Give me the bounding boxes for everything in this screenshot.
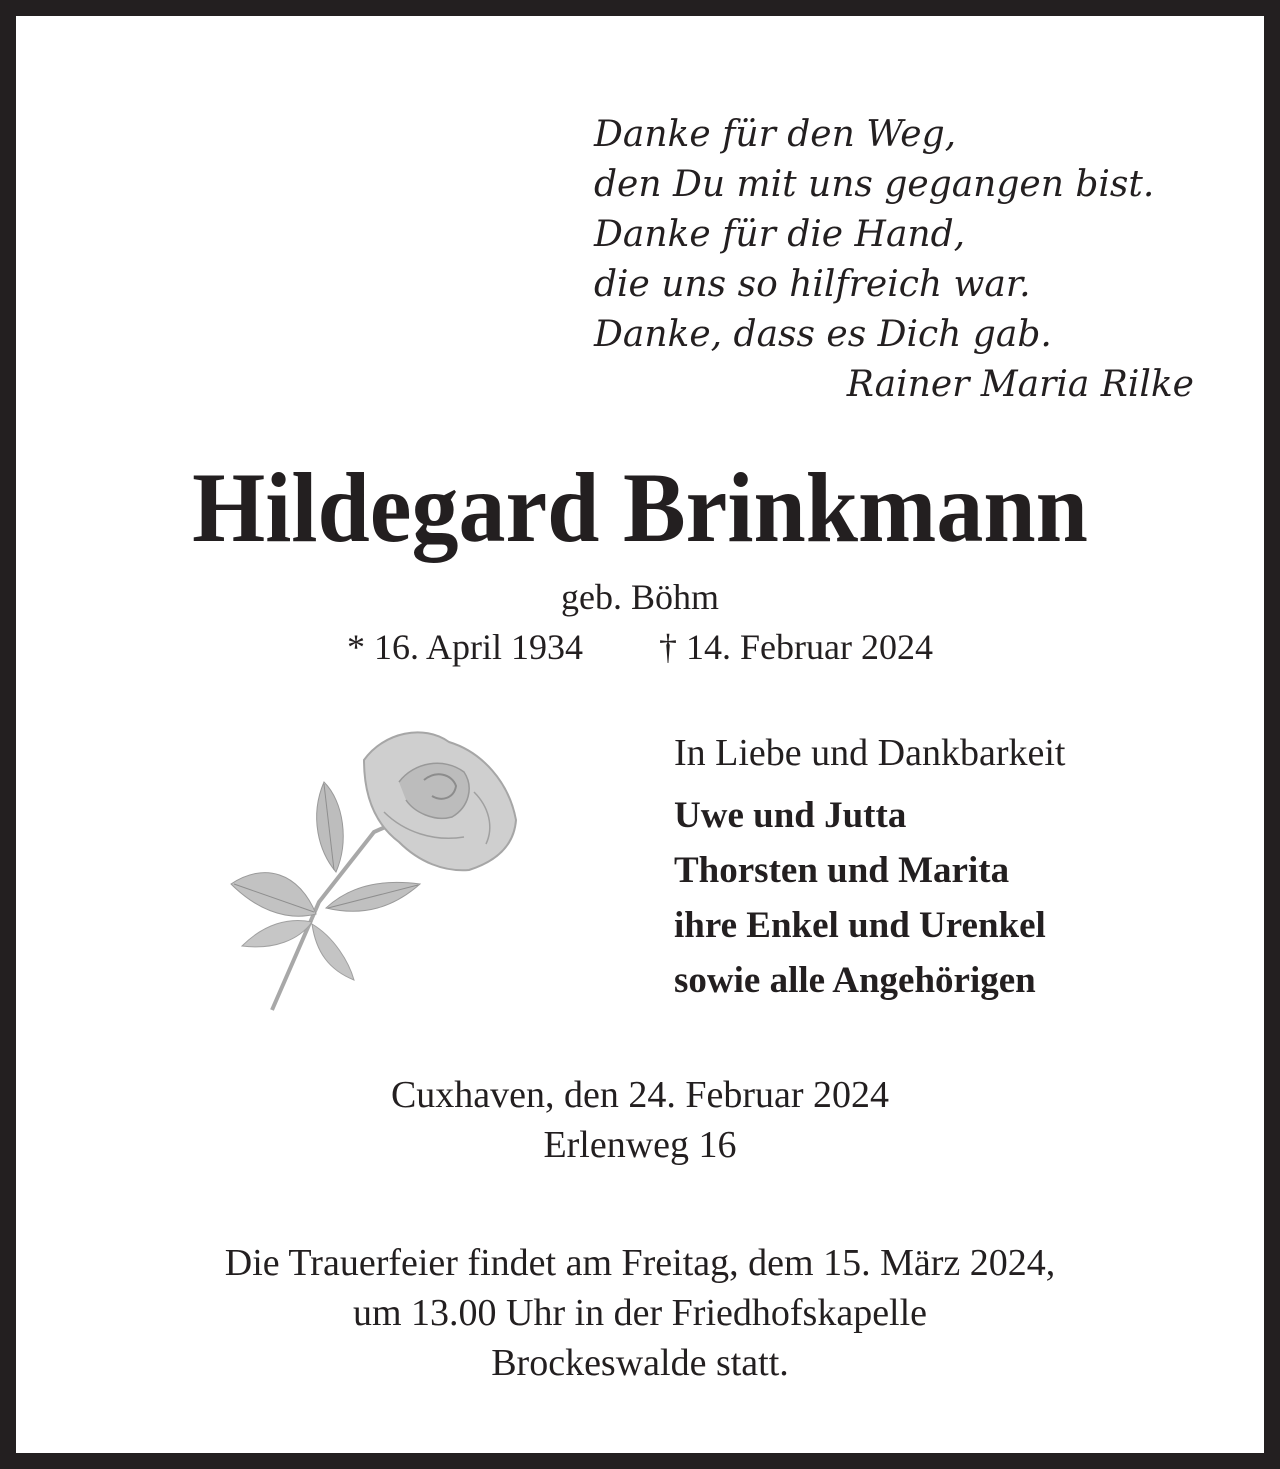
poem-line: Danke, dass es Dich gab. [594, 314, 1052, 355]
mourner-line: sowie alle Angehörigen [674, 960, 1036, 1001]
mourners-block [674, 728, 1234, 1008]
poem-line: die uns so hilfreich war. [594, 264, 1031, 305]
place-and-address [16, 1070, 1264, 1170]
poem-quote [594, 110, 1194, 410]
poem-line: Danke für den Weg, [594, 114, 957, 155]
poem-author: Rainer Maria Rilke [846, 364, 1194, 405]
life-dates [16, 624, 1264, 670]
mourner-line: ihre Enkel und Urenkel [674, 905, 1046, 946]
obituary-notice [16, 16, 1264, 1453]
funeral-line: um 13.00 Uhr in der Friedhofskapelle [352, 1292, 928, 1334]
funeral-line: Die Trauerfeier findet am Freitag, dem 15. März 2024, [224, 1242, 1056, 1284]
death-date: † 14. Februar 2024 [659, 627, 933, 667]
funeral-line: Brockeswalde statt. [491, 1342, 789, 1384]
place-date: Cuxhaven, den 24. Februar 2024 [390, 1074, 890, 1116]
poem-line: Danke für die Hand, [594, 214, 966, 255]
address: Erlenweg 16 [543, 1124, 737, 1166]
rose-icon [224, 712, 524, 1012]
mourners-intro: In Liebe und Dankbarkeit [674, 732, 1066, 774]
mourner-line: Thorsten und Marita [674, 850, 1010, 891]
mourner-line: Uwe und Jutta [674, 795, 907, 836]
maiden-name: geb. Böhm [561, 577, 719, 617]
poem-line: den Du mit uns gegangen bist. [594, 164, 1155, 205]
birth-date: * 16. April 1934 [347, 627, 584, 667]
deceased-name: Hildegard Brinkmann [192, 452, 1088, 563]
funeral-info [16, 1238, 1264, 1388]
